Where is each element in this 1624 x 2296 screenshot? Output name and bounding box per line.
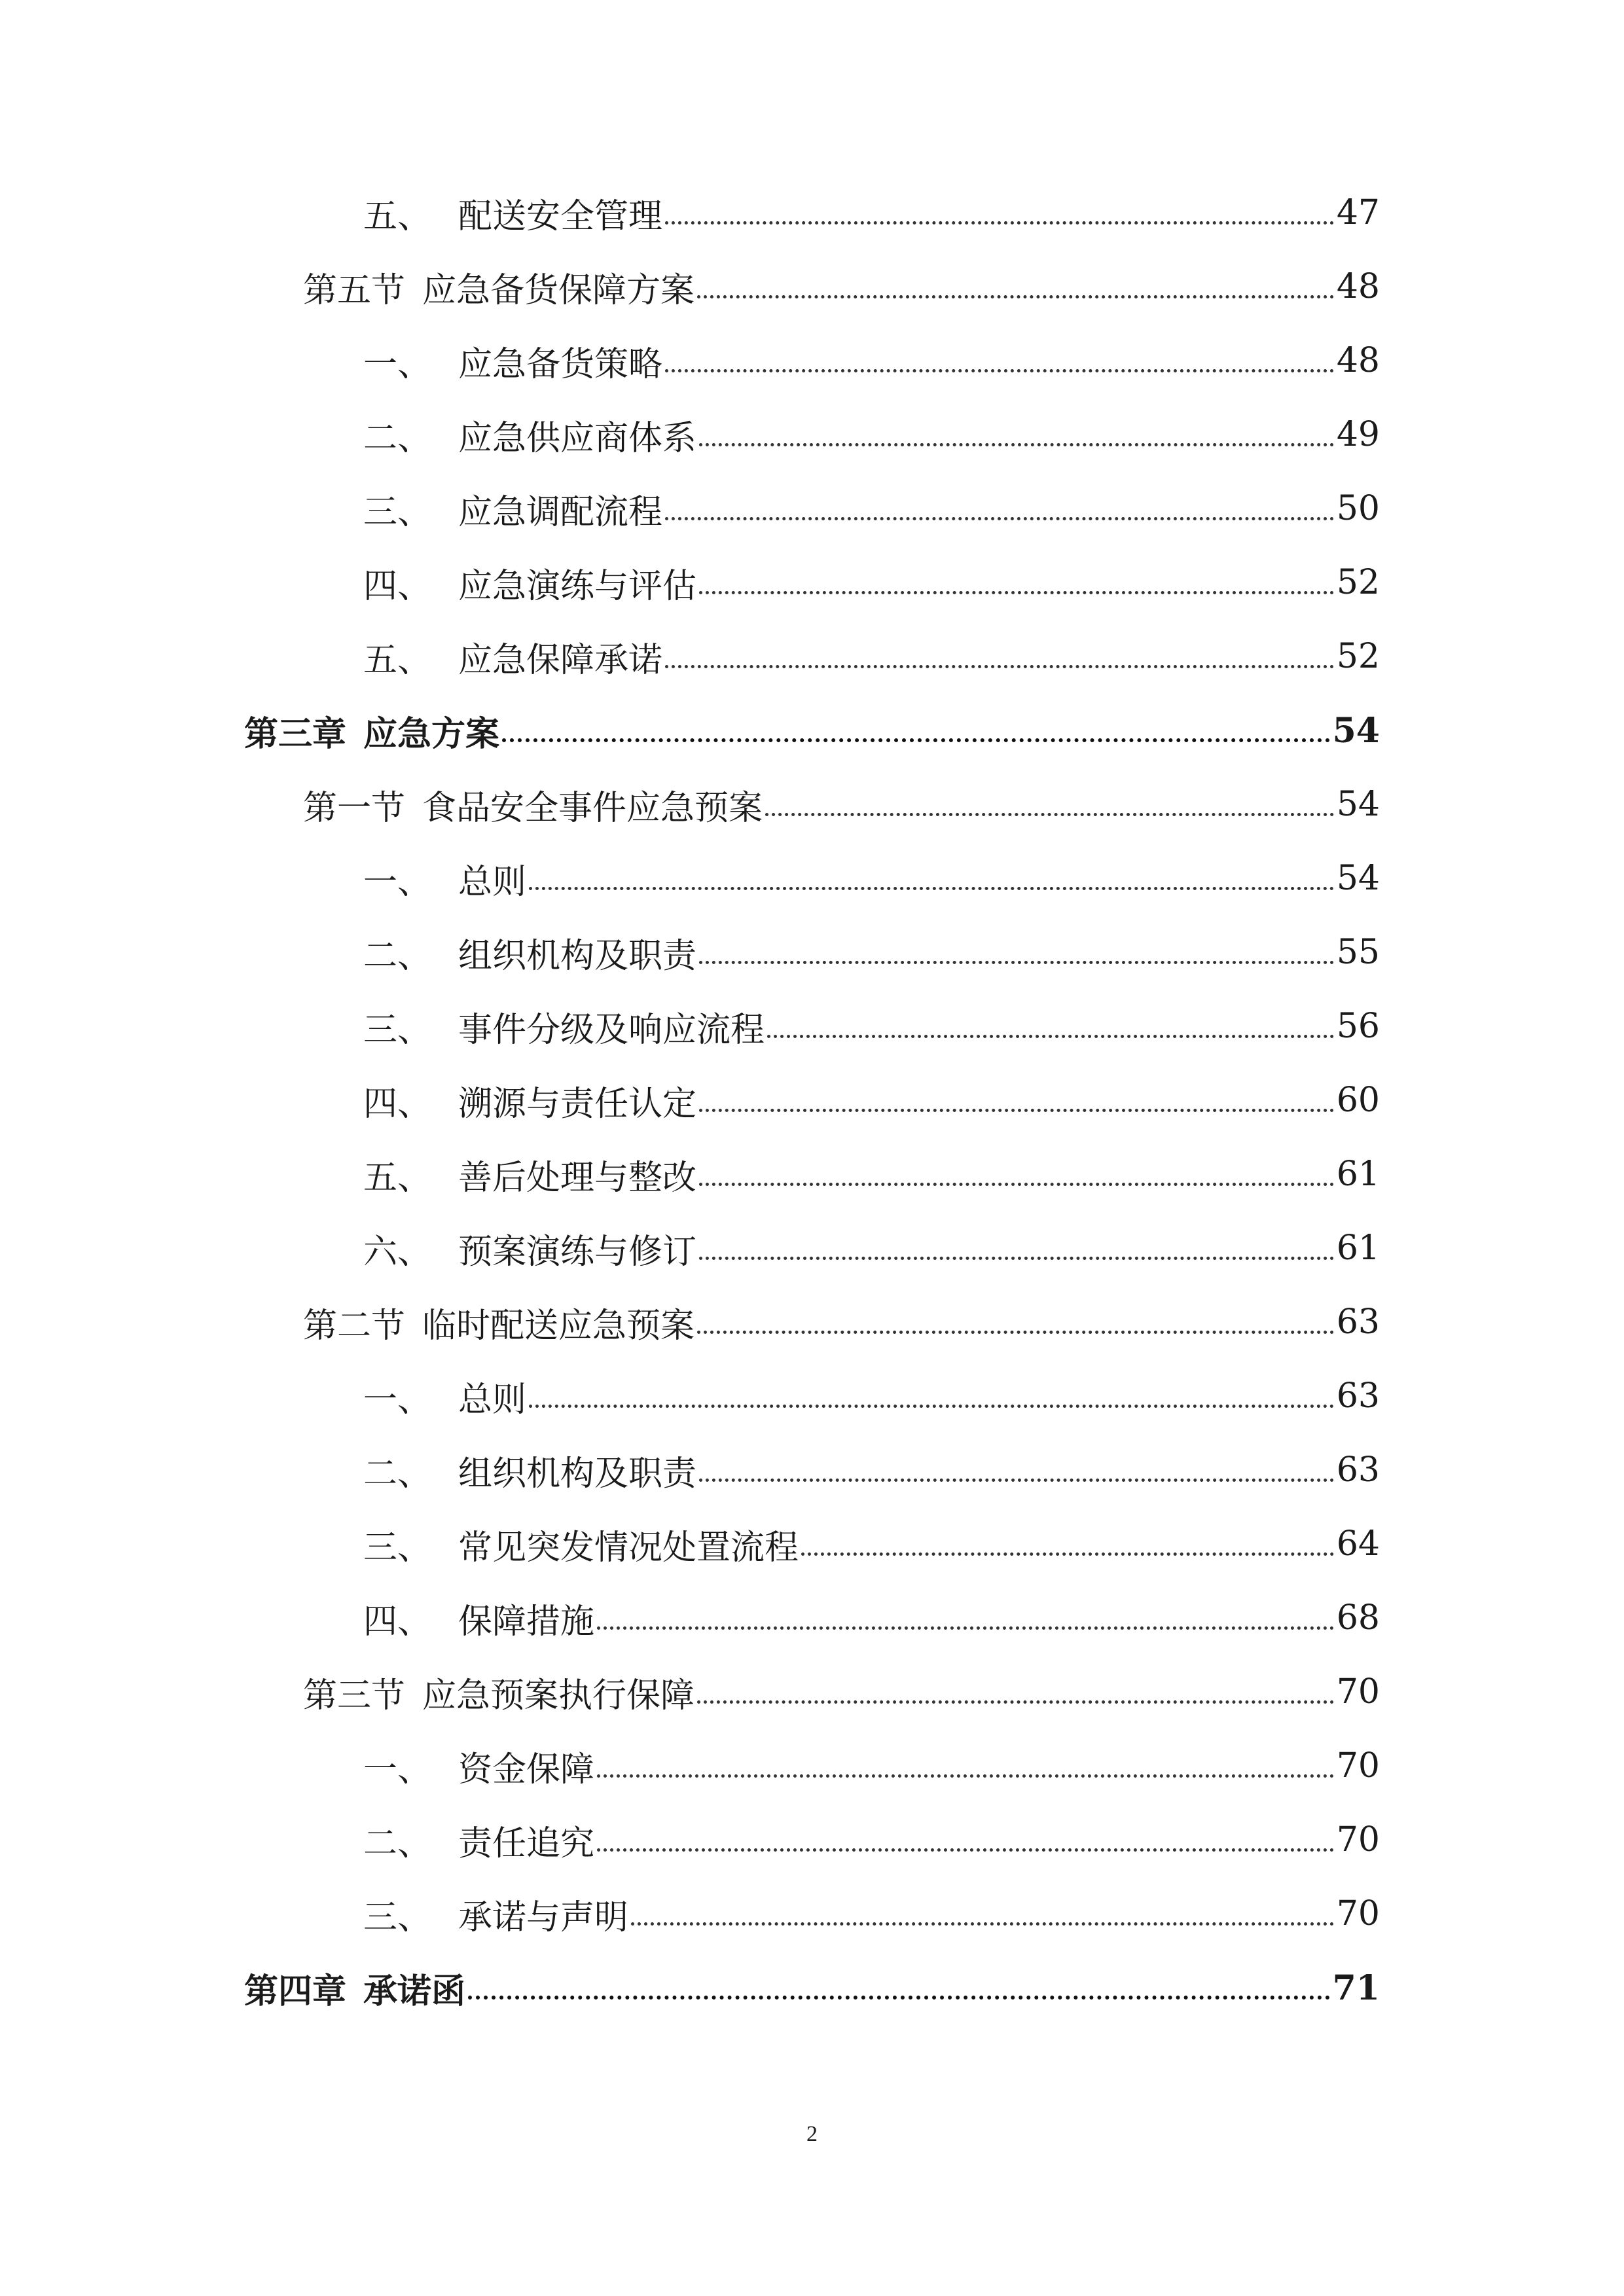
toc-title: 应急方案 [363, 713, 500, 754]
toc-number: 三、 [363, 1528, 432, 1568]
toc-leader [665, 492, 1334, 526]
toc-title: 善后处理与整改 [458, 1158, 697, 1198]
toc-leader [699, 418, 1334, 452]
toc-number: 四、 [363, 1084, 432, 1124]
toc-leader [699, 1453, 1334, 1487]
toc-title: 应急备货保障方案 [422, 270, 695, 310]
toc-entry[interactable] [0, 1219, 1624, 1278]
toc-title: 总则 [458, 862, 527, 902]
toc-entry[interactable] [0, 1588, 1624, 1647]
toc-entry[interactable] [0, 1515, 1624, 1573]
toc-leader [597, 1749, 1334, 1783]
toc-number: 二、 [363, 936, 432, 976]
toc-entry[interactable] [0, 1441, 1624, 1499]
toc-number: 二、 [363, 1454, 432, 1494]
toc-title: 资金保障 [458, 1749, 595, 1789]
toc-number: 第四章 [244, 1971, 347, 2011]
toc-page: 50 [1336, 489, 1380, 528]
toc-number: 第三章 [244, 713, 347, 754]
toc-page: 63 [1336, 1376, 1380, 1416]
toc-leader [597, 1823, 1334, 1857]
toc-page: 54 [1332, 710, 1380, 751]
toc-page: 63 [1336, 1450, 1380, 1490]
page-number: 2 [806, 2122, 818, 2146]
toc-title: 预案演练与修订 [458, 1232, 697, 1272]
toc-page: 54 [1336, 859, 1380, 898]
toc-title: 应急保障承诺 [458, 640, 663, 680]
toc-page: 64 [1336, 1524, 1380, 1564]
toc-entry[interactable] [0, 1145, 1624, 1204]
toc-entry[interactable] [0, 1884, 1624, 1943]
toc-leader [767, 1009, 1334, 1043]
toc-title: 组织机构及职责 [458, 936, 697, 976]
toc-number: 一、 [363, 862, 432, 902]
toc-entry[interactable] [0, 553, 1624, 612]
toc-chapter-entry[interactable] [0, 701, 1624, 760]
toc-entry[interactable] [0, 849, 1624, 908]
toc-title: 应急演练与评估 [458, 566, 697, 606]
toc-number: 三、 [363, 1010, 432, 1050]
toc-entry[interactable] [0, 1810, 1624, 1869]
toc-entry[interactable] [0, 1367, 1624, 1426]
toc-page: 70 [1336, 1894, 1380, 1933]
toc-entry[interactable] [0, 1071, 1624, 1130]
toc-number: 六、 [363, 1232, 432, 1272]
toc-leader [801, 1527, 1334, 1561]
toc-leader [697, 1675, 1334, 1709]
toc-title: 承诺与声明 [458, 1897, 629, 1937]
toc-page: 48 [1336, 341, 1380, 380]
toc-title: 组织机构及职责 [458, 1454, 697, 1494]
toc-number: 四、 [363, 566, 432, 606]
toc-leader [697, 270, 1334, 304]
toc-page: 55 [1336, 933, 1380, 972]
toc-leader [529, 1379, 1334, 1413]
toc-number: 三、 [363, 1897, 432, 1937]
toc-entry[interactable] [0, 1293, 1624, 1352]
toc-entry[interactable] [0, 627, 1624, 686]
toc-title: 食品安全事件应急预案 [422, 788, 763, 828]
toc-title: 承诺函 [363, 1971, 466, 2011]
toc-entry[interactable] [0, 923, 1624, 982]
toc-leader [665, 639, 1334, 673]
toc-title: 事件分级及响应流程 [458, 1010, 765, 1050]
toc-title: 应急预案执行保障 [422, 1676, 695, 1715]
toc-leader [699, 565, 1334, 600]
toc-title: 责任追究 [458, 1823, 595, 1863]
toc-number: 第五节 [303, 270, 406, 310]
toc-leader [529, 861, 1334, 895]
toc-title: 临时配送应急预案 [422, 1306, 695, 1346]
toc-number: 一、 [363, 1380, 432, 1420]
toc-title: 总则 [458, 1380, 527, 1420]
toc-leader [502, 713, 1330, 747]
toc-title: 保障措施 [458, 1602, 595, 1641]
toc-entry[interactable] [0, 331, 1624, 390]
toc-title: 应急供应商体系 [458, 418, 697, 458]
toc-title: 应急调配流程 [458, 492, 663, 532]
toc-page: 71 [1332, 1967, 1380, 2008]
toc-entry[interactable] [0, 1736, 1624, 1795]
toc-page: 54 [1336, 785, 1380, 824]
toc-number: 一、 [363, 344, 432, 384]
toc-leader [597, 1601, 1334, 1635]
toc-number: 五、 [363, 640, 432, 680]
toc-chapter-entry[interactable] [0, 1958, 1624, 2017]
toc-number: 五、 [363, 1158, 432, 1198]
toc-page: 60 [1336, 1081, 1380, 1120]
toc-title: 常见突发情况处置流程 [458, 1528, 799, 1568]
toc-page: 48 [1336, 267, 1380, 306]
toc-page: 68 [1336, 1598, 1380, 1638]
toc-leader [697, 1305, 1334, 1339]
toc-leader [699, 1157, 1334, 1191]
toc-number: 二、 [363, 1823, 432, 1863]
toc-number: 三、 [363, 492, 432, 532]
toc-number: 第三节 [303, 1676, 406, 1715]
toc-entry[interactable] [0, 1662, 1624, 1721]
toc-title: 应急备货策略 [458, 344, 663, 384]
toc-page: 52 [1336, 637, 1380, 676]
toc-leader [665, 344, 1334, 378]
toc-entry[interactable] [0, 479, 1624, 538]
toc-page: 63 [1336, 1302, 1380, 1342]
toc-leader [699, 935, 1334, 969]
toc-entry[interactable] [0, 997, 1624, 1056]
toc-page: 61 [1336, 1229, 1380, 1268]
toc-number: 五、 [363, 196, 432, 236]
toc-leader [468, 1971, 1330, 2005]
toc-page: 70 [1336, 1746, 1380, 1785]
toc-page: 52 [1336, 563, 1380, 602]
toc-leader [665, 196, 1334, 230]
toc-leader [699, 1231, 1334, 1265]
toc-entry[interactable] [0, 183, 1624, 242]
toc-leader [631, 1897, 1334, 1931]
toc-entry[interactable] [0, 775, 1624, 834]
toc-leader [699, 1083, 1334, 1117]
toc-number: 第一节 [303, 788, 406, 828]
toc-number: 四、 [363, 1602, 432, 1641]
toc-number: 第二节 [303, 1306, 406, 1346]
toc-number: 一、 [363, 1749, 432, 1789]
toc-title: 配送安全管理 [458, 196, 663, 236]
toc-leader [765, 787, 1334, 821]
toc-page: 56 [1336, 1007, 1380, 1046]
toc-entry[interactable] [0, 257, 1624, 316]
toc-page: 47 [1336, 193, 1380, 232]
toc-page: 61 [1336, 1155, 1380, 1194]
toc-page: 49 [1336, 415, 1380, 454]
toc-entry[interactable] [0, 405, 1624, 464]
toc-number: 二、 [363, 418, 432, 458]
toc-page: 70 [1336, 1672, 1380, 1712]
toc-title: 溯源与责任认定 [458, 1084, 697, 1124]
toc-page: 70 [1336, 1820, 1380, 1859]
